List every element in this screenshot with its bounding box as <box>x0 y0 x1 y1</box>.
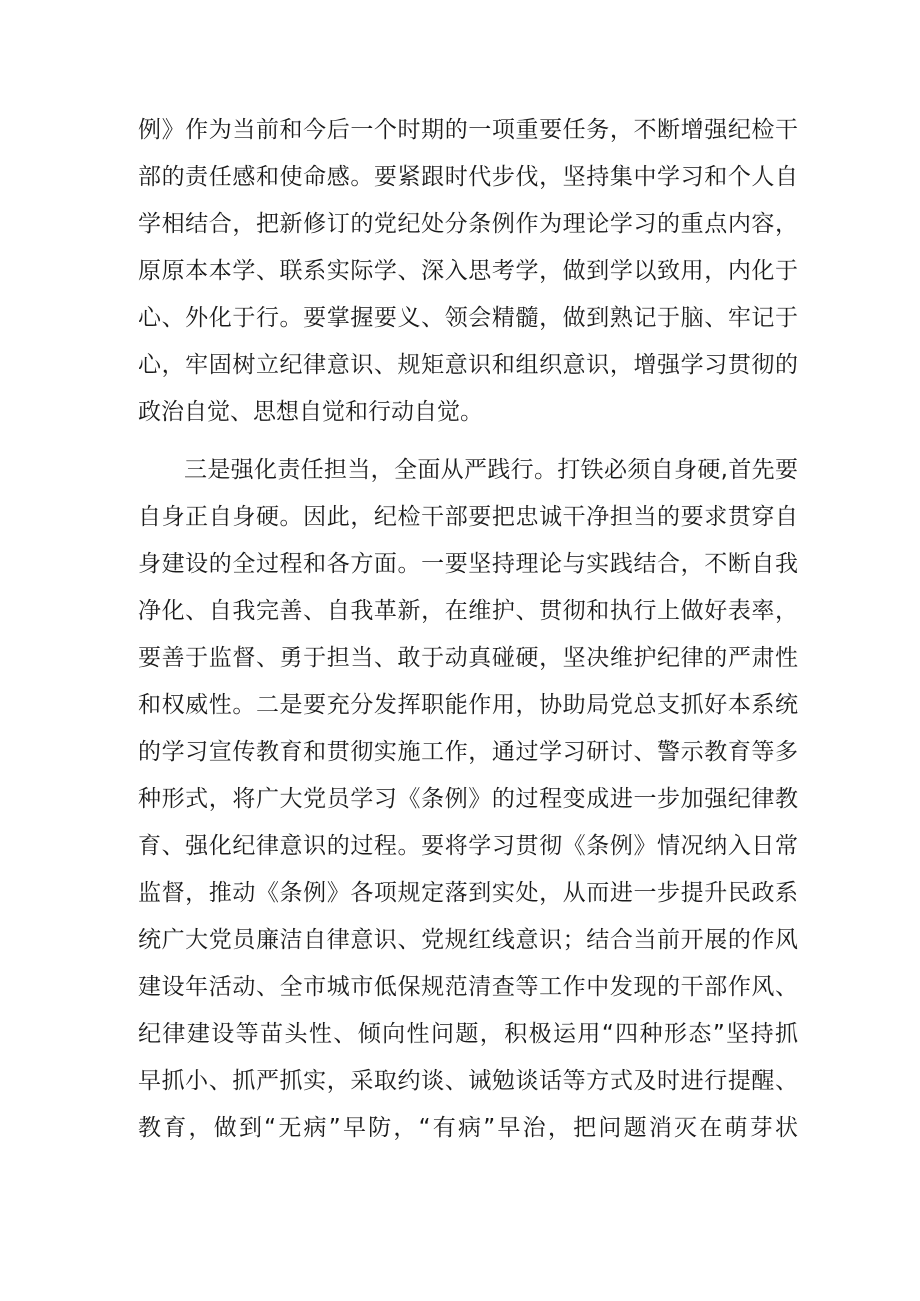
text-line: 纪律建设等苗头性、倾向性问题，积极运用“四种形态”坚持抓 <box>138 1021 798 1047</box>
text-line: 例》作为当前和今后一个时期的一项重要任务，不断增强纪检干 <box>138 117 798 143</box>
text-line: 部的责任感和使命感。要紧跟时代步伐，坚持集中学习和个人自 <box>138 164 798 190</box>
text-line: 建设年活动、全市城市低保规范清查等工作中发现的干部作风、 <box>138 974 798 1000</box>
text-line: 统广大党员廉洁自律意识、党规红线意识；结合当前开展的作风 <box>138 927 798 953</box>
text-line: 和权威性。二是要充分发挥职能作用，协助局党总支抓好本系统 <box>138 692 798 718</box>
paragraph-2 <box>138 447 798 1152</box>
text-line: 学相结合，把新修订的党纪处分条例作为理论学习的重点内容， <box>138 211 798 237</box>
text-line: 心，牢固树立纪律意识、规矩意识和组织意识，增强学习贯彻的 <box>138 352 798 378</box>
text-line: 的学习宣传教育和贯彻实施工作，通过学习研讨、警示教育等多 <box>138 739 798 765</box>
paragraph-1 <box>138 107 798 436</box>
text-line: 教育，做到“无病”早防，“有病”早治，把问题消灭在萌芽状 <box>138 1115 798 1141</box>
text-line: 原原本本学、联系实际学、深入思考学，做到学以致用，内化于 <box>138 258 798 284</box>
text-line: 三是强化责任担当，全面从严践行。打铁必须自身硬,首先要 <box>184 457 798 483</box>
text-line: 要善于监督、勇于担当、敢于动真碰硬，坚决维护纪律的严肃性 <box>138 645 798 671</box>
text-line: 身建设的全过程和各方面。一要坚持理论与实践结合，不断自我 <box>138 551 798 577</box>
text-line: 净化、自我完善、自我革新，在维护、贯彻和执行上做好表率， <box>138 598 798 624</box>
text-line: 种形式，将广大党员学习《条例》的过程变成进一步加强纪律教 <box>138 786 798 812</box>
text-line: 心、外化于行。要掌握要义、领会精髓，做到熟记于脑、牢记于 <box>138 305 798 331</box>
text-line: 政治自觉、思想自觉和行动自觉。 <box>138 399 483 425</box>
text-line: 监督，推动《条例》各项规定落到实处，从而进一步提升民政系 <box>138 880 798 906</box>
text-line: 自身正自身硬。因此，纪检干部要把忠诚干净担当的要求贯穿自 <box>138 504 798 530</box>
text-line: 早抓小、抓严抓实，采取约谈、诫勉谈话等方式及时进行提醒、 <box>138 1068 798 1094</box>
text-line: 育、强化纪律意识的过程。要将学习贯彻《条例》情况纳入日常 <box>138 833 798 859</box>
